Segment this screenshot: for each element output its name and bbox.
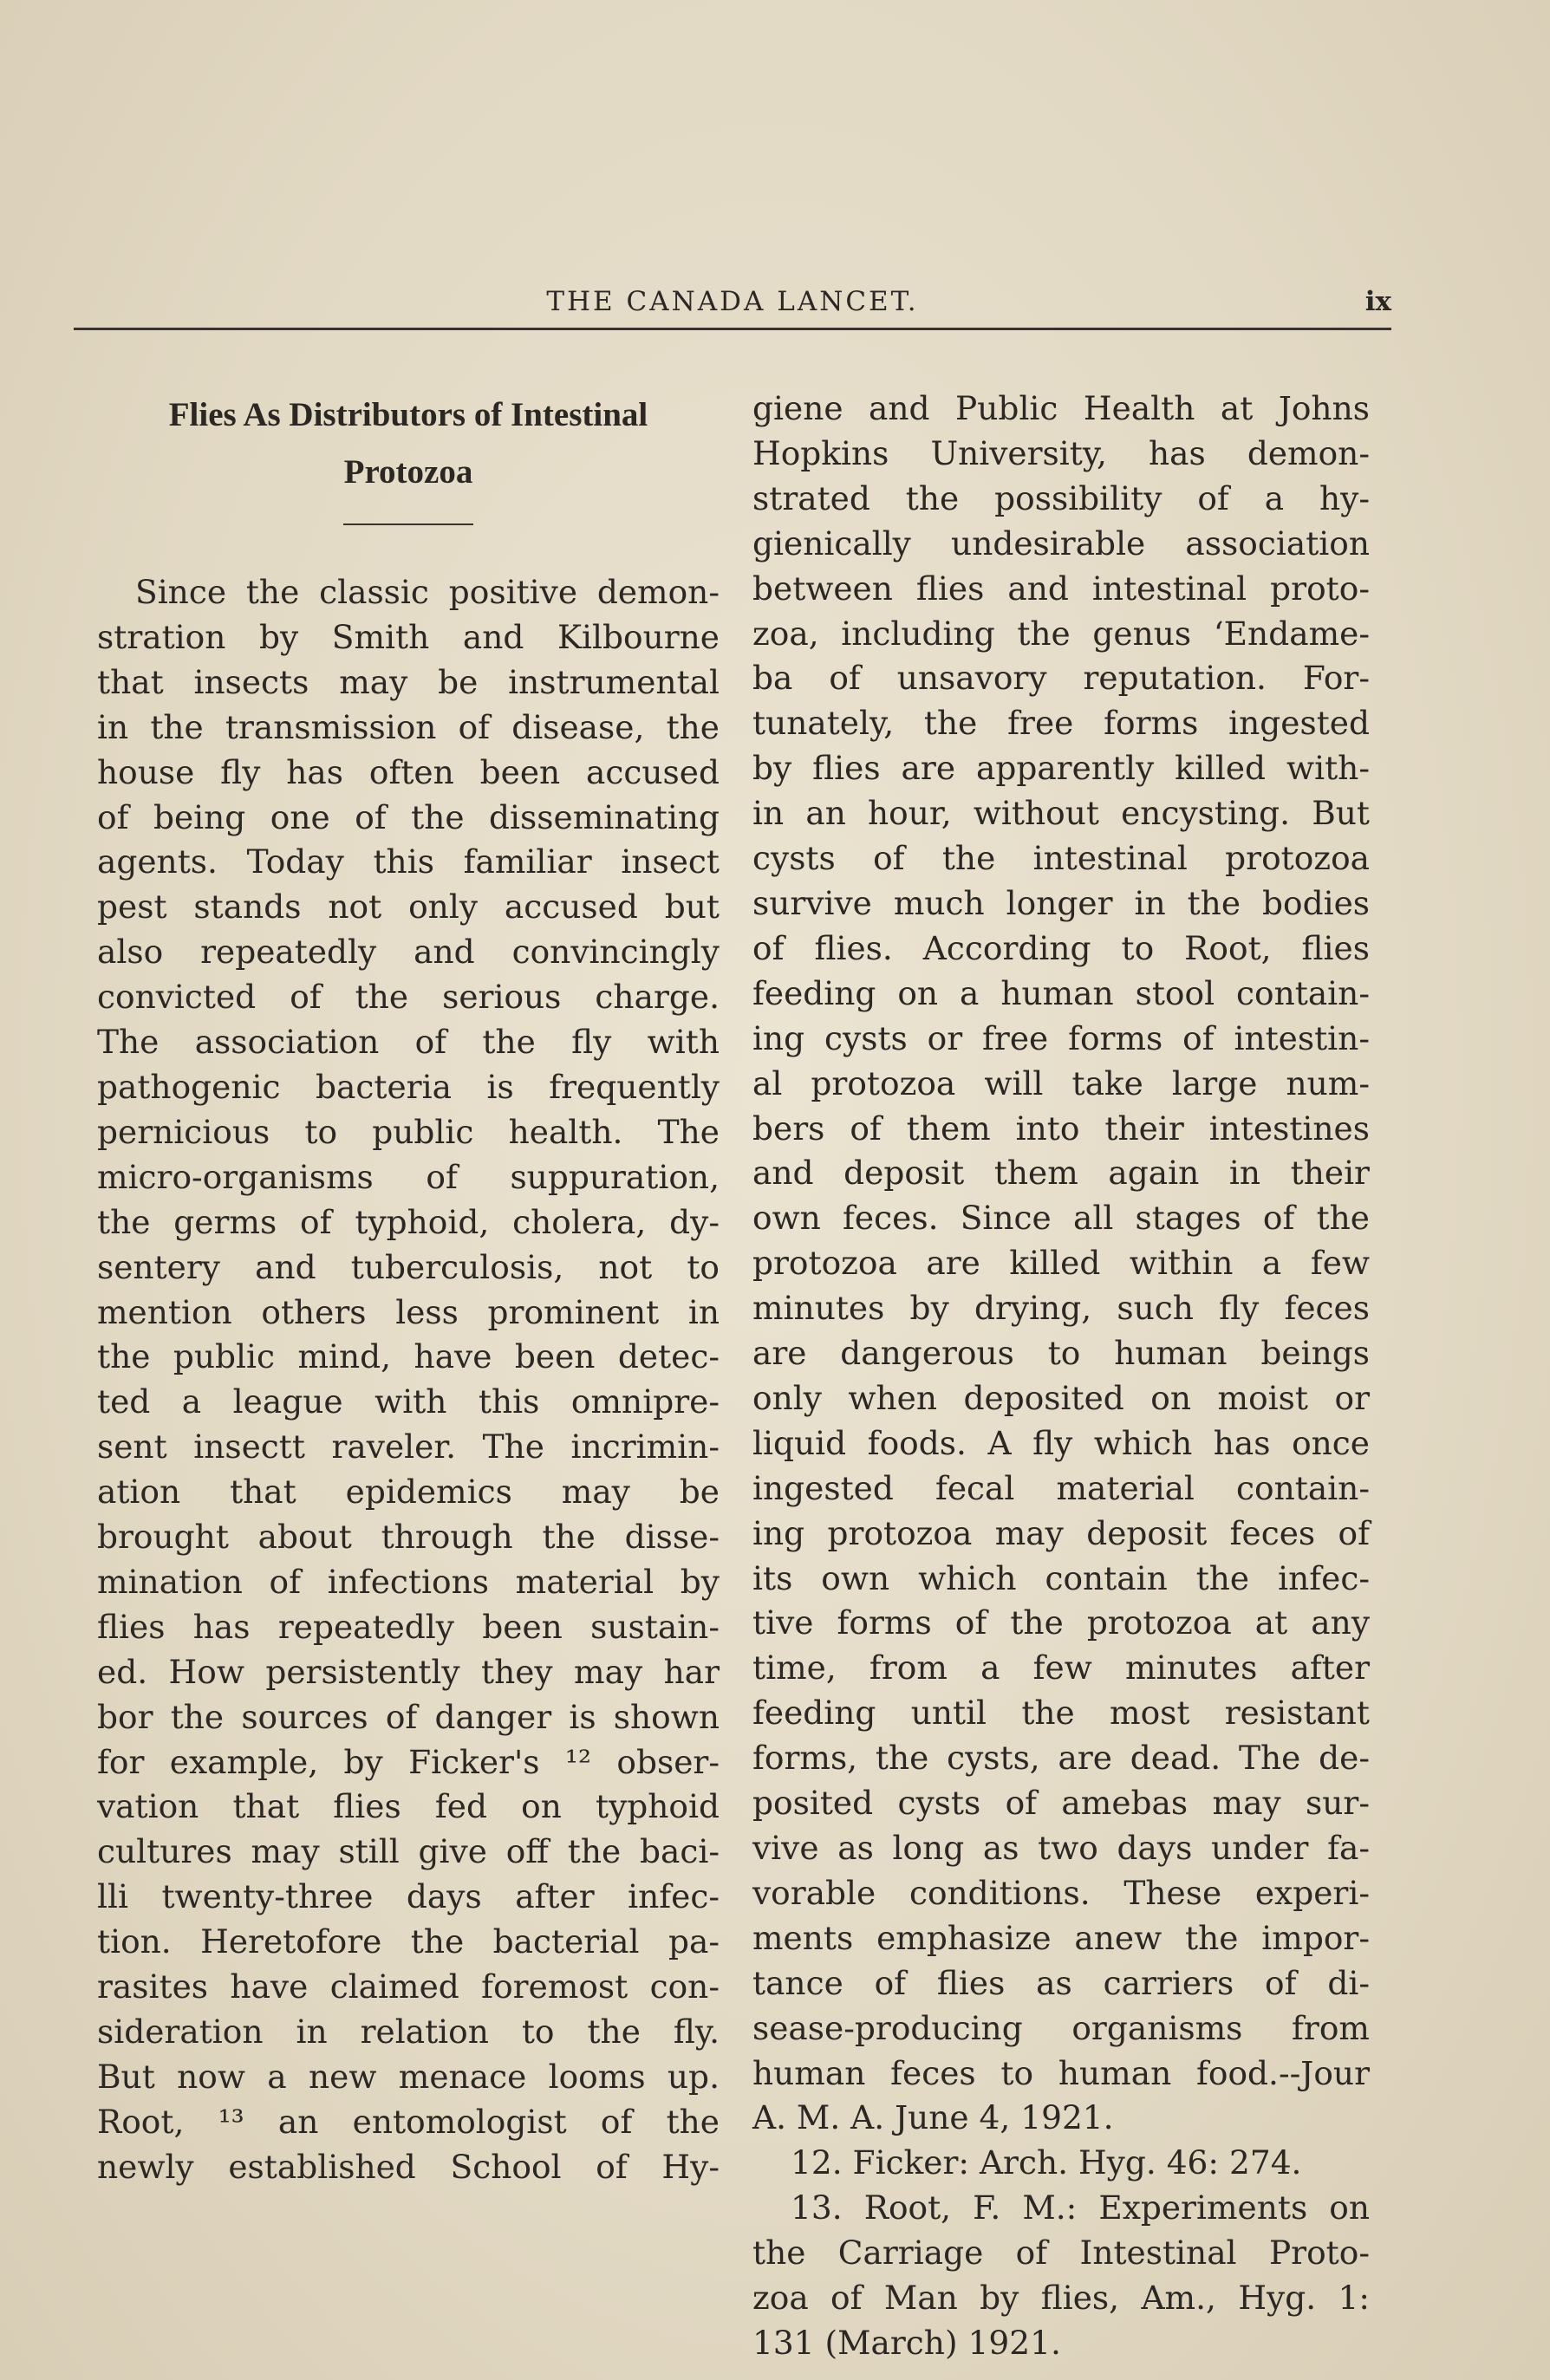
text-line: for example, by Ficker's ¹² obser-: [97, 1742, 720, 1781]
text-line: lli twenty-three days after infec-: [97, 1877, 720, 1916]
text-line: own feces. Since all stages of the: [752, 1199, 1370, 1238]
text-line: But now a new menace looms up.: [97, 2057, 720, 2096]
title-divider: [343, 523, 473, 525]
text-line: pest stands not only accused but: [97, 888, 720, 927]
text-line: ingested fecal material contain-: [752, 1468, 1370, 1507]
text-line: forms, the cysts, are dead. The de-: [752, 1739, 1370, 1778]
text-line: of flies. According to Root, flies: [752, 928, 1370, 967]
text-line: ing protozoa may deposit feces of: [752, 1513, 1370, 1552]
article-title: [97, 387, 720, 501]
right-column-text: [752, 387, 1370, 2141]
text-line: feeding on a human stool contain-: [752, 973, 1370, 1012]
text-line: of being one of the disseminating: [97, 797, 720, 836]
text-line: Hopkins University, has demon-: [752, 433, 1370, 472]
article-title-line-2: Protozoa: [343, 453, 473, 491]
text-line: mination of infections material by: [97, 1562, 720, 1601]
reference-line: 12. Ficker: Arch. Hyg. 46: 274.: [791, 2143, 1302, 2182]
text-line: bers of them into their intestines: [752, 1109, 1370, 1148]
text-line: The association of the fly with: [97, 1023, 720, 1062]
text-line: ted a league with this omnipre-: [97, 1382, 720, 1421]
text-line: strated the possibility of a hy-: [752, 478, 1370, 517]
text-line: newly established School of Hy-: [97, 2147, 720, 2186]
reference-line: 131 (March) 1921.: [752, 2323, 1061, 2362]
reference-line: zoa of Man by flies, Am., Hyg. 1:: [752, 2279, 1370, 2318]
text-line: tunately, the free forms ingested: [752, 704, 1370, 743]
text-line: pathogenic bacteria is frequently: [97, 1067, 720, 1106]
references: [752, 2141, 1370, 2366]
text-line: rasites have claimed foremost con-: [97, 1967, 720, 2006]
text-line: giene and Public Health at Johns: [752, 389, 1370, 427]
text-line: convicted of the serious charge.: [97, 978, 720, 1017]
text-line: vorable conditions. These experi-: [752, 1873, 1370, 1912]
text-line: ing cysts or free forms of intestin-: [752, 1018, 1370, 1057]
text-line: in the transmission of disease, the: [97, 707, 720, 746]
page-number: ix: [1364, 286, 1391, 317]
text-line: gienically undesirable association: [752, 523, 1370, 562]
text-line: flies has repeatedly been sustain-: [97, 1607, 720, 1646]
text-line: ed. How persistently they may har: [97, 1652, 720, 1691]
text-line: pernicious to public health. The: [97, 1112, 720, 1151]
left-column: [97, 387, 720, 2190]
text-line: brought about through the disse-: [97, 1518, 720, 1557]
text-line: tion. Heretofore the bacterial pa-: [97, 1922, 720, 1961]
text-line: time, from a few minutes after: [752, 1648, 1370, 1687]
journal-title: THE CANADA LANCET.: [546, 286, 919, 317]
text-line: vation that flies fed on typhoid: [97, 1787, 720, 1826]
text-line: posited cysts of amebas may sur-: [752, 1784, 1370, 1823]
header-rule: [74, 328, 1391, 330]
right-column: [752, 387, 1370, 2366]
reference-line: the Carriage of Intestinal Proto-: [752, 2234, 1370, 2273]
text-line: sent insectt raveler. The incrimin-: [97, 1427, 720, 1466]
text-line: sentery and tuberculosis, not to: [97, 1247, 720, 1286]
text-line: cultures may still give off the baci-: [97, 1832, 720, 1871]
text-line: in an hour, without encysting. But: [752, 794, 1370, 833]
text-line: mention others less prominent in: [97, 1292, 720, 1331]
text-line: are dangerous to human beings: [752, 1334, 1370, 1373]
text-line: the public mind, have been detec-: [97, 1337, 720, 1376]
text-line: protozoa are killed within a few: [752, 1244, 1370, 1283]
text-line: al protozoa will take large num-: [752, 1063, 1370, 1102]
text-line: minutes by drying, such fly feces: [752, 1289, 1370, 1328]
text-line: also repeatedly and convincingly: [97, 933, 720, 972]
text-line: agents. Today this familiar insect: [97, 842, 720, 881]
text-line: bor the sources of danger is shown: [97, 1697, 720, 1736]
text-line: cysts of the intestinal protozoa: [752, 839, 1370, 878]
text-line: micro-organisms of suppuration,: [97, 1157, 720, 1196]
text-line: zoa, including the genus ‘Endame-: [752, 614, 1370, 653]
text-line: the germs of typhoid, cholera, dy-: [97, 1202, 720, 1241]
text-line: house fly has often been accused: [97, 752, 720, 791]
left-column-text: [97, 570, 720, 2190]
text-line: sease-producing organisms from: [752, 2008, 1370, 2047]
text-line: ba of unsavory reputation. For-: [752, 659, 1370, 698]
text-line: feeding until the most resistant: [752, 1694, 1370, 1733]
text-line: Root, ¹³ an entomologist of the: [97, 2102, 720, 2141]
text-line: tance of flies as carriers of di-: [752, 1963, 1370, 2002]
text-line: its own which contain the infec-: [752, 1558, 1370, 1597]
text-line: liquid foods. A fly which has once: [752, 1423, 1370, 1462]
reference-line: 13. Root, F. M.: Experiments on: [791, 2188, 1370, 2227]
text-line: stration by Smith and Kilbourne: [97, 617, 720, 656]
text-line: ments emphasize anew the impor-: [752, 1918, 1370, 1957]
text-line: ation that epidemics may be: [97, 1473, 720, 1512]
text-line: sideration in relation to the fly.: [97, 2013, 720, 2051]
text-line: that insects may be instrumental: [97, 662, 720, 701]
text-line: between flies and intestinal proto-: [752, 569, 1370, 608]
text-line: by flies are apparently killed with-: [752, 749, 1370, 788]
running-header: [74, 276, 1391, 328]
text-line: tive forms of the protozoa at any: [752, 1603, 1370, 1642]
text-line: human feces to human food.--Jour: [752, 2053, 1370, 2092]
text-line: only when deposited on moist or: [752, 1378, 1370, 1417]
text-line: vive as long as two days under fa-: [752, 1829, 1370, 1867]
text-line: and deposit them again in their: [752, 1154, 1370, 1193]
text-line: Since the classic positive demon-: [135, 573, 720, 611]
article-title-line-1: Flies As Distributors of Intestinal: [168, 396, 648, 433]
text-line: survive much longer in the bodies: [752, 883, 1370, 922]
text-line: A. M. A. June 4, 1921.: [752, 2098, 1114, 2137]
